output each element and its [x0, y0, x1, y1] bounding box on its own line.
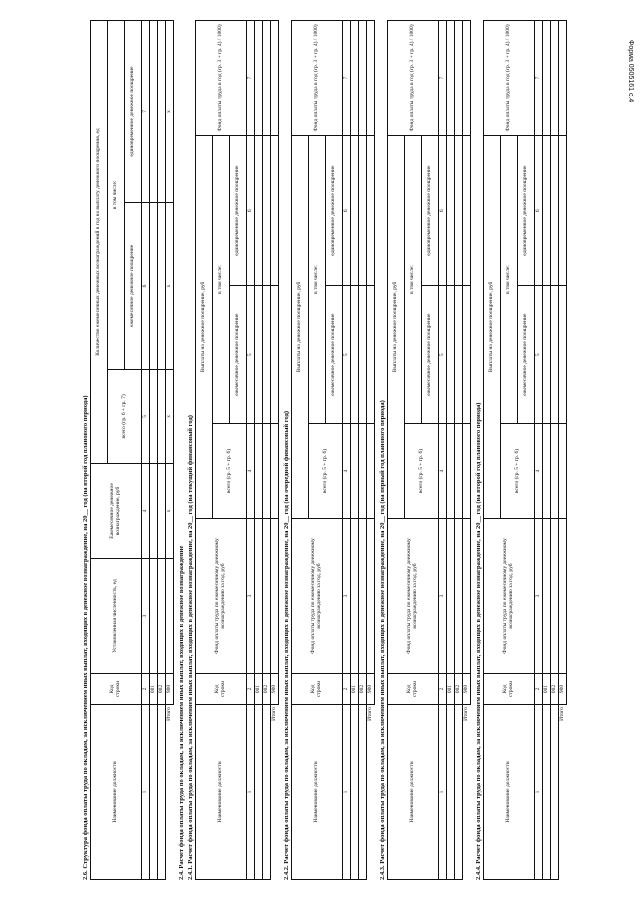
name-cell[interactable]: [255, 705, 263, 880]
table-row: [551, 21, 559, 880]
data-cell[interactable]: [351, 424, 359, 519]
data-cell[interactable]: [263, 21, 271, 136]
data-cell[interactable]: [447, 21, 455, 136]
data-cell[interactable]: [463, 424, 471, 519]
data-cell[interactable]: [367, 286, 375, 424]
num-cell: 4: [247, 424, 255, 519]
name-cell[interactable]: [158, 705, 166, 880]
col-fund: Фонд оплаты труда по ежемесячному денежному вознаграждению за год, руб: [484, 519, 535, 674]
table-row: [150, 21, 158, 880]
num-cell: 2: [247, 674, 255, 705]
x-cell: x: [166, 464, 174, 559]
col-code: Код строки: [388, 674, 439, 705]
code-cell: 001: [543, 674, 551, 705]
col-name: Наименование должности: [292, 705, 343, 880]
num-cell: 3: [142, 559, 150, 674]
col-incl: в том числе:: [405, 136, 422, 424]
col-name: Наименование должности: [484, 705, 535, 880]
data-cell[interactable]: [351, 136, 359, 286]
data-cell[interactable]: [551, 21, 559, 136]
data-cell[interactable]: [271, 519, 279, 674]
table-2-4-2-section: [283, 20, 375, 880]
data-cell[interactable]: [359, 519, 367, 674]
table-row: [455, 21, 463, 880]
col-name: Наименование должности: [91, 705, 142, 880]
num-cell: 4: [343, 424, 351, 519]
data-cell[interactable]: [463, 21, 471, 136]
num-cell: 5: [439, 286, 447, 424]
data-cell[interactable]: [463, 286, 471, 424]
data-cell[interactable]: [351, 21, 359, 136]
data-cell[interactable]: [463, 136, 471, 286]
col-month: ежемесячное денежное поощрение: [326, 286, 343, 424]
data-cell[interactable]: [166, 559, 174, 674]
data-cell[interactable]: [150, 464, 158, 559]
total-code: 900: [166, 674, 174, 705]
calc-tables: [187, 20, 567, 880]
table-row: [351, 21, 359, 880]
total-row: [559, 21, 567, 880]
code-cell: 001: [447, 674, 455, 705]
data-cell[interactable]: [367, 136, 375, 286]
table-2-4-4-section: [475, 20, 567, 880]
col-bonus: единовременное денежное поощрение: [230, 136, 247, 286]
data-cell[interactable]: [447, 286, 455, 424]
calc-table: [291, 20, 375, 880]
data-cell[interactable]: [271, 136, 279, 286]
data-cell[interactable]: [255, 136, 263, 286]
table-2-6: [90, 20, 174, 880]
total-code: 900: [463, 674, 471, 705]
col-count: Количество ежемесячных денежных вознаграждений в год на выплату денежного поощрения, ед: [91, 21, 108, 464]
col-pay: Выплаты на денежное поощрение, руб: [292, 136, 309, 519]
col-incl: в том числе:: [213, 136, 230, 424]
data-cell[interactable]: [367, 424, 375, 519]
col-incl: в том числе:: [309, 136, 326, 424]
data-cell[interactable]: [263, 286, 271, 424]
x-cell: x: [166, 369, 174, 463]
col-all: всего (гр. 5 + гр. 6): [213, 424, 247, 519]
name-cell[interactable]: [351, 705, 359, 880]
data-cell[interactable]: [543, 519, 551, 674]
num-cell: 6: [439, 136, 447, 286]
table-2-4-3-section: [379, 20, 471, 880]
total-code: 900: [367, 674, 375, 705]
table-row: [255, 21, 263, 880]
data-cell[interactable]: [150, 203, 158, 370]
col-pay: Выплаты на денежное поощрение, руб: [196, 136, 213, 519]
total-label: Итого: [165, 707, 172, 721]
num-cell: 3: [535, 519, 543, 674]
num-cell: 1: [343, 705, 351, 880]
num-cell: 7: [439, 21, 447, 136]
data-cell[interactable]: [359, 286, 367, 424]
data-cell[interactable]: [543, 136, 551, 286]
name-cell[interactable]: [455, 705, 463, 880]
col-month: ежемесячное денежное поощрение: [518, 286, 535, 424]
total-row: [463, 21, 471, 880]
name-cell[interactable]: [263, 705, 271, 880]
col-code: Код строки: [196, 674, 247, 705]
data-cell[interactable]: [551, 136, 559, 286]
num-cell: 4: [439, 424, 447, 519]
name-cell[interactable]: [543, 705, 551, 880]
total-label: Итого: [270, 707, 277, 721]
col-all: всего (гр. 5 + гр. 6): [501, 424, 535, 519]
col-bonus: единовременное денежное поощрение: [125, 21, 142, 203]
data-cell[interactable]: [543, 286, 551, 424]
data-cell[interactable]: [263, 136, 271, 286]
data-cell[interactable]: [559, 424, 567, 519]
data-cell[interactable]: [543, 21, 551, 136]
data-cell[interactable]: [150, 369, 158, 463]
rotated-page-content: [80, 20, 620, 880]
num-cell: 6: [247, 136, 255, 286]
data-cell[interactable]: [455, 21, 463, 136]
table-2-4-1-section: [187, 20, 279, 880]
col-month: ежемесячное денежное поощрение: [125, 203, 142, 370]
num-cell: 1: [142, 705, 150, 880]
col-incl: в том числе:: [501, 136, 518, 424]
data-cell[interactable]: [559, 136, 567, 286]
code-cell: 002: [263, 674, 271, 705]
data-cell[interactable]: [455, 519, 463, 674]
data-cell[interactable]: [255, 21, 263, 136]
col-fund-year: Фонд оплаты труда в год (гр. 3 + гр. 4) / 1000): [388, 21, 439, 136]
col-bonus: единовременное денежное поощрение: [518, 136, 535, 286]
num-cell: 1: [535, 705, 543, 880]
data-cell[interactable]: [447, 136, 455, 286]
data-cell[interactable]: [158, 203, 166, 370]
col-total: Ежемесячное денежное вознаграждение, руб: [91, 464, 142, 559]
name-cell[interactable]: [447, 705, 455, 880]
col-fund: Фонд оплаты труда по ежемесячному денежному вознаграждению за год, руб: [292, 519, 343, 674]
num-cell: 7: [142, 21, 150, 203]
table-title: 2.4.2. Расчет фонда оплаты труда по окладам, за исключением иных выплат, входящих в денежное вознаграждение, на 20__ год (на очередной финансовый год): [283, 410, 290, 880]
total-row: [271, 21, 279, 880]
data-cell[interactable]: [359, 136, 367, 286]
col-pay: Выплаты на денежное поощрение, руб: [388, 136, 405, 519]
col-bonus: единовременное денежное поощрение: [422, 136, 439, 286]
data-cell[interactable]: [263, 519, 271, 674]
calc-table: [483, 20, 567, 880]
data-cell[interactable]: [351, 519, 359, 674]
data-cell[interactable]: [463, 519, 471, 674]
col-name: Наименование должности: [196, 705, 247, 880]
data-cell[interactable]: [455, 136, 463, 286]
col-fund-year: Фонд оплаты труда в год (гр. 3 + гр. 4) / 1000): [292, 21, 343, 136]
total-code: 900: [271, 674, 279, 705]
num-cell: 2: [535, 674, 543, 705]
num-cell: 1: [247, 705, 255, 880]
num-cell: 2: [142, 674, 150, 705]
num-cell: 6: [142, 203, 150, 370]
total-label: Итого: [366, 707, 373, 721]
data-cell[interactable]: [271, 21, 279, 136]
num-cell: 5: [535, 286, 543, 424]
num-cell: 7: [247, 21, 255, 136]
col-code: Код строки: [292, 674, 343, 705]
num-cell: 2: [439, 674, 447, 705]
data-cell[interactable]: [359, 424, 367, 519]
col-month: ежемесячное денежное поощрение: [422, 286, 439, 424]
num-cell: 6: [343, 136, 351, 286]
data-cell[interactable]: [158, 21, 166, 203]
data-cell[interactable]: [367, 519, 375, 674]
data-cell[interactable]: [158, 369, 166, 463]
section-2-6-title: 2.6. Структура фонда оплаты труда по окладам, за исключением иных выплат, входящих в денежное вознаграждение, на 20__ год (на второй год планового периода): [82, 395, 89, 880]
data-cell[interactable]: [158, 464, 166, 559]
total-label: Итого: [462, 707, 469, 721]
col-staff: Установленная численность, ед: [91, 559, 142, 674]
num-cell: 1: [439, 705, 447, 880]
data-cell[interactable]: [367, 21, 375, 136]
data-cell[interactable]: [447, 519, 455, 674]
data-cell[interactable]: [255, 286, 263, 424]
data-cell[interactable]: [263, 424, 271, 519]
col-fund-year: Фонд оплаты труда в год (гр. 3 + гр. 4) / 1000): [484, 21, 535, 136]
table-title: 2.4.1. Расчет фонда оплаты труда по окладам, за исключением иных выплат, входящих в денежное вознаграждение, на 20__ год (на текущий финансовый год): [187, 415, 194, 880]
section-2-4-title: 2.4. Расчет фонда оплаты труда по окладам, за исключением иных выплат, входящих в денежное вознаграждение: [178, 545, 185, 880]
data-cell[interactable]: [255, 424, 263, 519]
num-cell: 3: [343, 519, 351, 674]
num-cell: 3: [439, 519, 447, 674]
table-row: [543, 21, 551, 880]
table-title: 2.4.3. Расчет фонда оплаты труда по окладам, за исключением иных выплат, входящих в денежное вознаграждение, на 20__ год (на первый год планового периода): [379, 400, 386, 880]
code-cell: 002: [455, 674, 463, 705]
num-cell: 7: [535, 21, 543, 136]
form-code: Форма 0505161 с.4: [627, 40, 634, 103]
data-cell[interactable]: [559, 286, 567, 424]
table-title: 2.4.4. Расчет фонда оплаты труда по окладам, за исключением иных выплат, входящих в денежное вознаграждение, на 20__ год (на второй год планового периода): [475, 402, 482, 880]
data-cell[interactable]: [447, 424, 455, 519]
col-all: всего (гр. 5 + гр. 6): [309, 424, 343, 519]
data-cell[interactable]: [255, 519, 263, 674]
name-cell[interactable]: [359, 705, 367, 880]
total-row: [367, 21, 375, 880]
col-incl: в том числе:: [108, 21, 125, 370]
table-row: [158, 21, 166, 880]
col-fund-year: Фонд оплаты труда в год (гр. 3 + гр. 4) / 1000): [196, 21, 247, 136]
name-cell[interactable]: [150, 705, 158, 880]
col-all: всего (гр. 5 + гр. 6): [405, 424, 439, 519]
section-2-6: [82, 20, 174, 880]
col-bonus: единовременное денежное поощрение: [326, 136, 343, 286]
data-cell[interactable]: [551, 519, 559, 674]
data-cell[interactable]: [351, 286, 359, 424]
col-pay: Выплаты на денежное поощрение, руб: [484, 136, 501, 519]
total-row: [166, 21, 174, 880]
code-cell: 002: [158, 674, 166, 705]
data-cell[interactable]: [455, 424, 463, 519]
num-cell: 5: [142, 369, 150, 463]
num-cell: 2: [343, 674, 351, 705]
num-cell: 4: [535, 424, 543, 519]
total-label: Итого: [558, 707, 565, 721]
code-cell: 002: [551, 674, 559, 705]
table-row: [263, 21, 271, 880]
data-cell[interactable]: [150, 559, 158, 674]
num-cell: 7: [343, 21, 351, 136]
data-cell[interactable]: [559, 21, 567, 136]
data-cell[interactable]: [150, 21, 158, 203]
num-cell: 5: [343, 286, 351, 424]
code-cell: 002: [359, 674, 367, 705]
code-cell: 001: [351, 674, 359, 705]
data-cell[interactable]: [551, 286, 559, 424]
col-name: Наименование должности: [388, 705, 439, 880]
col-fund: Фонд оплаты труда по ежемесячному денежному вознаграждению за год, руб: [196, 519, 247, 674]
col-all: всего (гр. 6 + гр. 7): [108, 369, 142, 463]
data-cell[interactable]: [559, 519, 567, 674]
data-cell[interactable]: [271, 286, 279, 424]
data-cell[interactable]: [158, 559, 166, 674]
table-row: [359, 21, 367, 880]
calc-table: [195, 20, 279, 880]
col-month: ежемесячное денежное поощрение: [230, 286, 247, 424]
code-cell: 001: [150, 674, 158, 705]
table-row: [447, 21, 455, 880]
data-cell[interactable]: [455, 286, 463, 424]
calc-table: [387, 20, 471, 880]
col-code: Код строки: [91, 674, 142, 705]
data-cell[interactable]: [359, 21, 367, 136]
data-cell[interactable]: [543, 424, 551, 519]
col-fund: Фонд оплаты труда по ежемесячному денежному вознаграждению за год, руб: [388, 519, 439, 674]
x-cell: x: [166, 203, 174, 370]
data-cell[interactable]: [271, 424, 279, 519]
num-cell: 6: [535, 136, 543, 286]
data-cell[interactable]: [551, 424, 559, 519]
total-code: 900: [559, 674, 567, 705]
code-cell: 001: [255, 674, 263, 705]
x-cell: x: [166, 21, 174, 203]
name-cell[interactable]: [551, 705, 559, 880]
num-cell: 3: [247, 519, 255, 674]
num-cell: 5: [247, 286, 255, 424]
col-code: Код строки: [484, 674, 535, 705]
num-cell: 4: [142, 464, 150, 559]
